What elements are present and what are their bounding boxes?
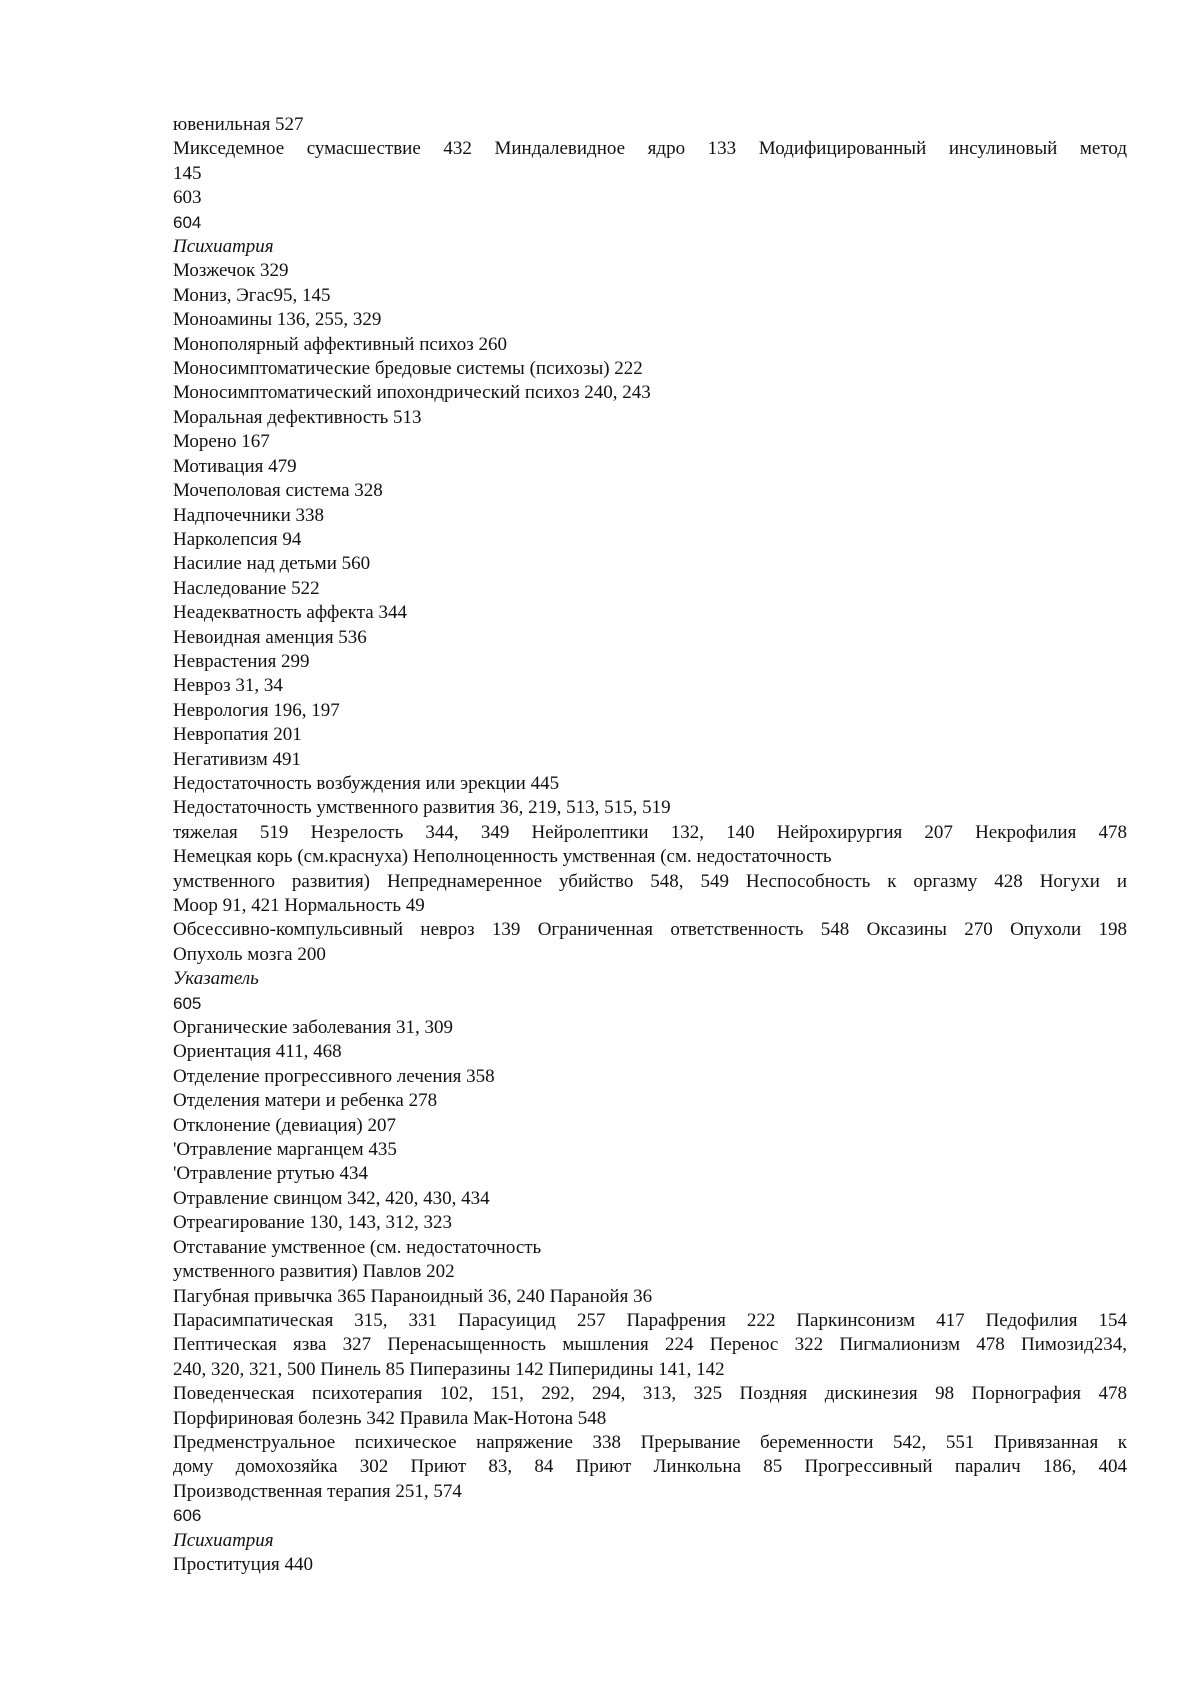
running-header: Психиатрия	[173, 236, 274, 258]
index-line: Микседемное сумасшествие 432 Миндалевидное ядро 133 Модифицированный инсулиновый метод	[173, 138, 1127, 160]
index-line: Отставание умственное (см. недостаточность	[173, 1236, 542, 1258]
index-line: Отреагирование 130, 143, 312, 323	[173, 1212, 452, 1234]
index-line: Наследование 522	[173, 577, 320, 599]
index-line: Неадекватность аффекта 344	[173, 602, 407, 624]
page-number: 604	[173, 212, 202, 232]
index-line: тяжелая 519 Незрелость 344, 349 Нейролептики 132, 140 Нейрохирургия 207 Некрофилия 478	[173, 821, 1127, 843]
index-line: Ориентация 411, 468	[173, 1041, 342, 1063]
index-line: Отравление свинцом 342, 420, 430, 434	[173, 1187, 490, 1209]
index-line: Негативизм 491	[173, 748, 302, 770]
index-line: Мотивация 479	[173, 455, 297, 477]
running-header: Психиатрия	[173, 1529, 274, 1551]
index-line: Моор 91, 421 Нормальность 49	[173, 895, 425, 916]
index-line: Насилие над детьми 560	[173, 553, 371, 575]
index-line: Неврология 196, 197	[173, 699, 340, 721]
index-line: Опухоль мозга 200	[173, 943, 326, 965]
index-line: Пагубная привычка 365 Параноидный 36, 240 Паранойя 36	[173, 1285, 653, 1307]
index-line: 603	[173, 187, 202, 209]
index-line: Отклонение (девиация) 207	[173, 1114, 397, 1136]
index-line: Немецкая корь (см.краснуха) Неполноценность умственная (см. недостаточность	[173, 846, 832, 868]
index-line: Пептическая язва 327 Перенасыщенность мышления 224 Перенос 322 Пигмалионизм 478 Пимозид234,	[173, 1334, 1127, 1356]
index-line: Моральная дефективность 513	[173, 406, 422, 428]
index-line: Морено 167	[173, 431, 270, 453]
index-line: 145	[173, 162, 202, 184]
page-number: 605	[173, 993, 202, 1013]
index-line: Отделения матери и ребенка 278	[173, 1090, 438, 1112]
index-line: Органические заболевания 31, 309	[173, 1017, 454, 1039]
index-line: умственного развития) Непреднамеренное убийство 548, 549 Неспособность к оргазму 428 Ногухи и	[173, 870, 1127, 892]
index-line: 'Отравление марганцем 435	[173, 1139, 397, 1161]
index-line: умственного развития) Павлов 202	[173, 1261, 455, 1283]
index-line: Нарколепсия 94	[173, 528, 302, 550]
page-number: 606	[173, 1506, 202, 1526]
index-line: Производственная терапия 251, 574	[173, 1480, 462, 1502]
index-line: 'Отравление ртутью 434	[173, 1163, 368, 1185]
index-line: Невроз 31, 34	[173, 675, 283, 697]
index-line: Поведенческая психотерапия 102, 151, 292, 294, 313, 325 Поздняя дискинезия 98 Порнография 478	[173, 1383, 1127, 1405]
index-line: Моносимптоматический ипохондрический психоз 240, 243	[173, 382, 651, 404]
index-line: Проституция 440	[173, 1553, 313, 1575]
index-line: Невропатия 201	[173, 724, 302, 746]
index-line: Мозжечок 329	[173, 260, 289, 282]
index-line: Мониз, Эгас95, 145	[173, 284, 331, 306]
index-line: ювенильная 527	[173, 114, 304, 135]
index-line: Невоидная аменция 536	[173, 626, 367, 648]
index-line: дому домохозяйка 302 Приют 83, 84 Приют Линкольна 85 Прогрессивный паралич 186, 404	[173, 1456, 1127, 1478]
index-line: Парасимпатическая 315, 331 Парасуицид 257 Парафрения 222 Паркинсонизм 417 Педофилия 154	[173, 1309, 1127, 1331]
index-line: Недостаточность возбуждения или эрекции 445	[173, 772, 560, 794]
index-page	[173, 113, 1127, 1577]
index-line: Монополярный аффективный психоз 260	[173, 333, 508, 355]
running-header: Указатель	[173, 968, 259, 990]
index-line: Моносимптоматические бредовые системы (психозы) 222	[173, 358, 643, 380]
index-line: Обсессивно-компульсивный невроз 139 Ограниченная ответственность 548 Оксазины 270 Опухоли 198	[173, 919, 1127, 941]
index-line: Предменструальное психическое напряжение 338 Прерывание беременности 542, 551 Привязанная к	[173, 1431, 1127, 1453]
index-line: Моноамины 136, 255, 329	[173, 309, 382, 331]
index-line: 240, 320, 321, 500 Пинель 85 Пиперазины 142 Пиперидины 141, 142	[173, 1358, 725, 1380]
index-line: Отделение прогрессивного лечения 358	[173, 1065, 495, 1087]
index-line: Мочеполовая система 328	[173, 480, 383, 502]
index-line: Неврастения 299	[173, 650, 310, 672]
index-line: Порфириновая болезнь 342 Правила Мак-Нотона 548	[173, 1407, 607, 1429]
index-line: Надпочечники 338	[173, 504, 325, 526]
index-line: Недостаточность умственного развития 36, 219, 513, 515, 519	[173, 797, 671, 819]
